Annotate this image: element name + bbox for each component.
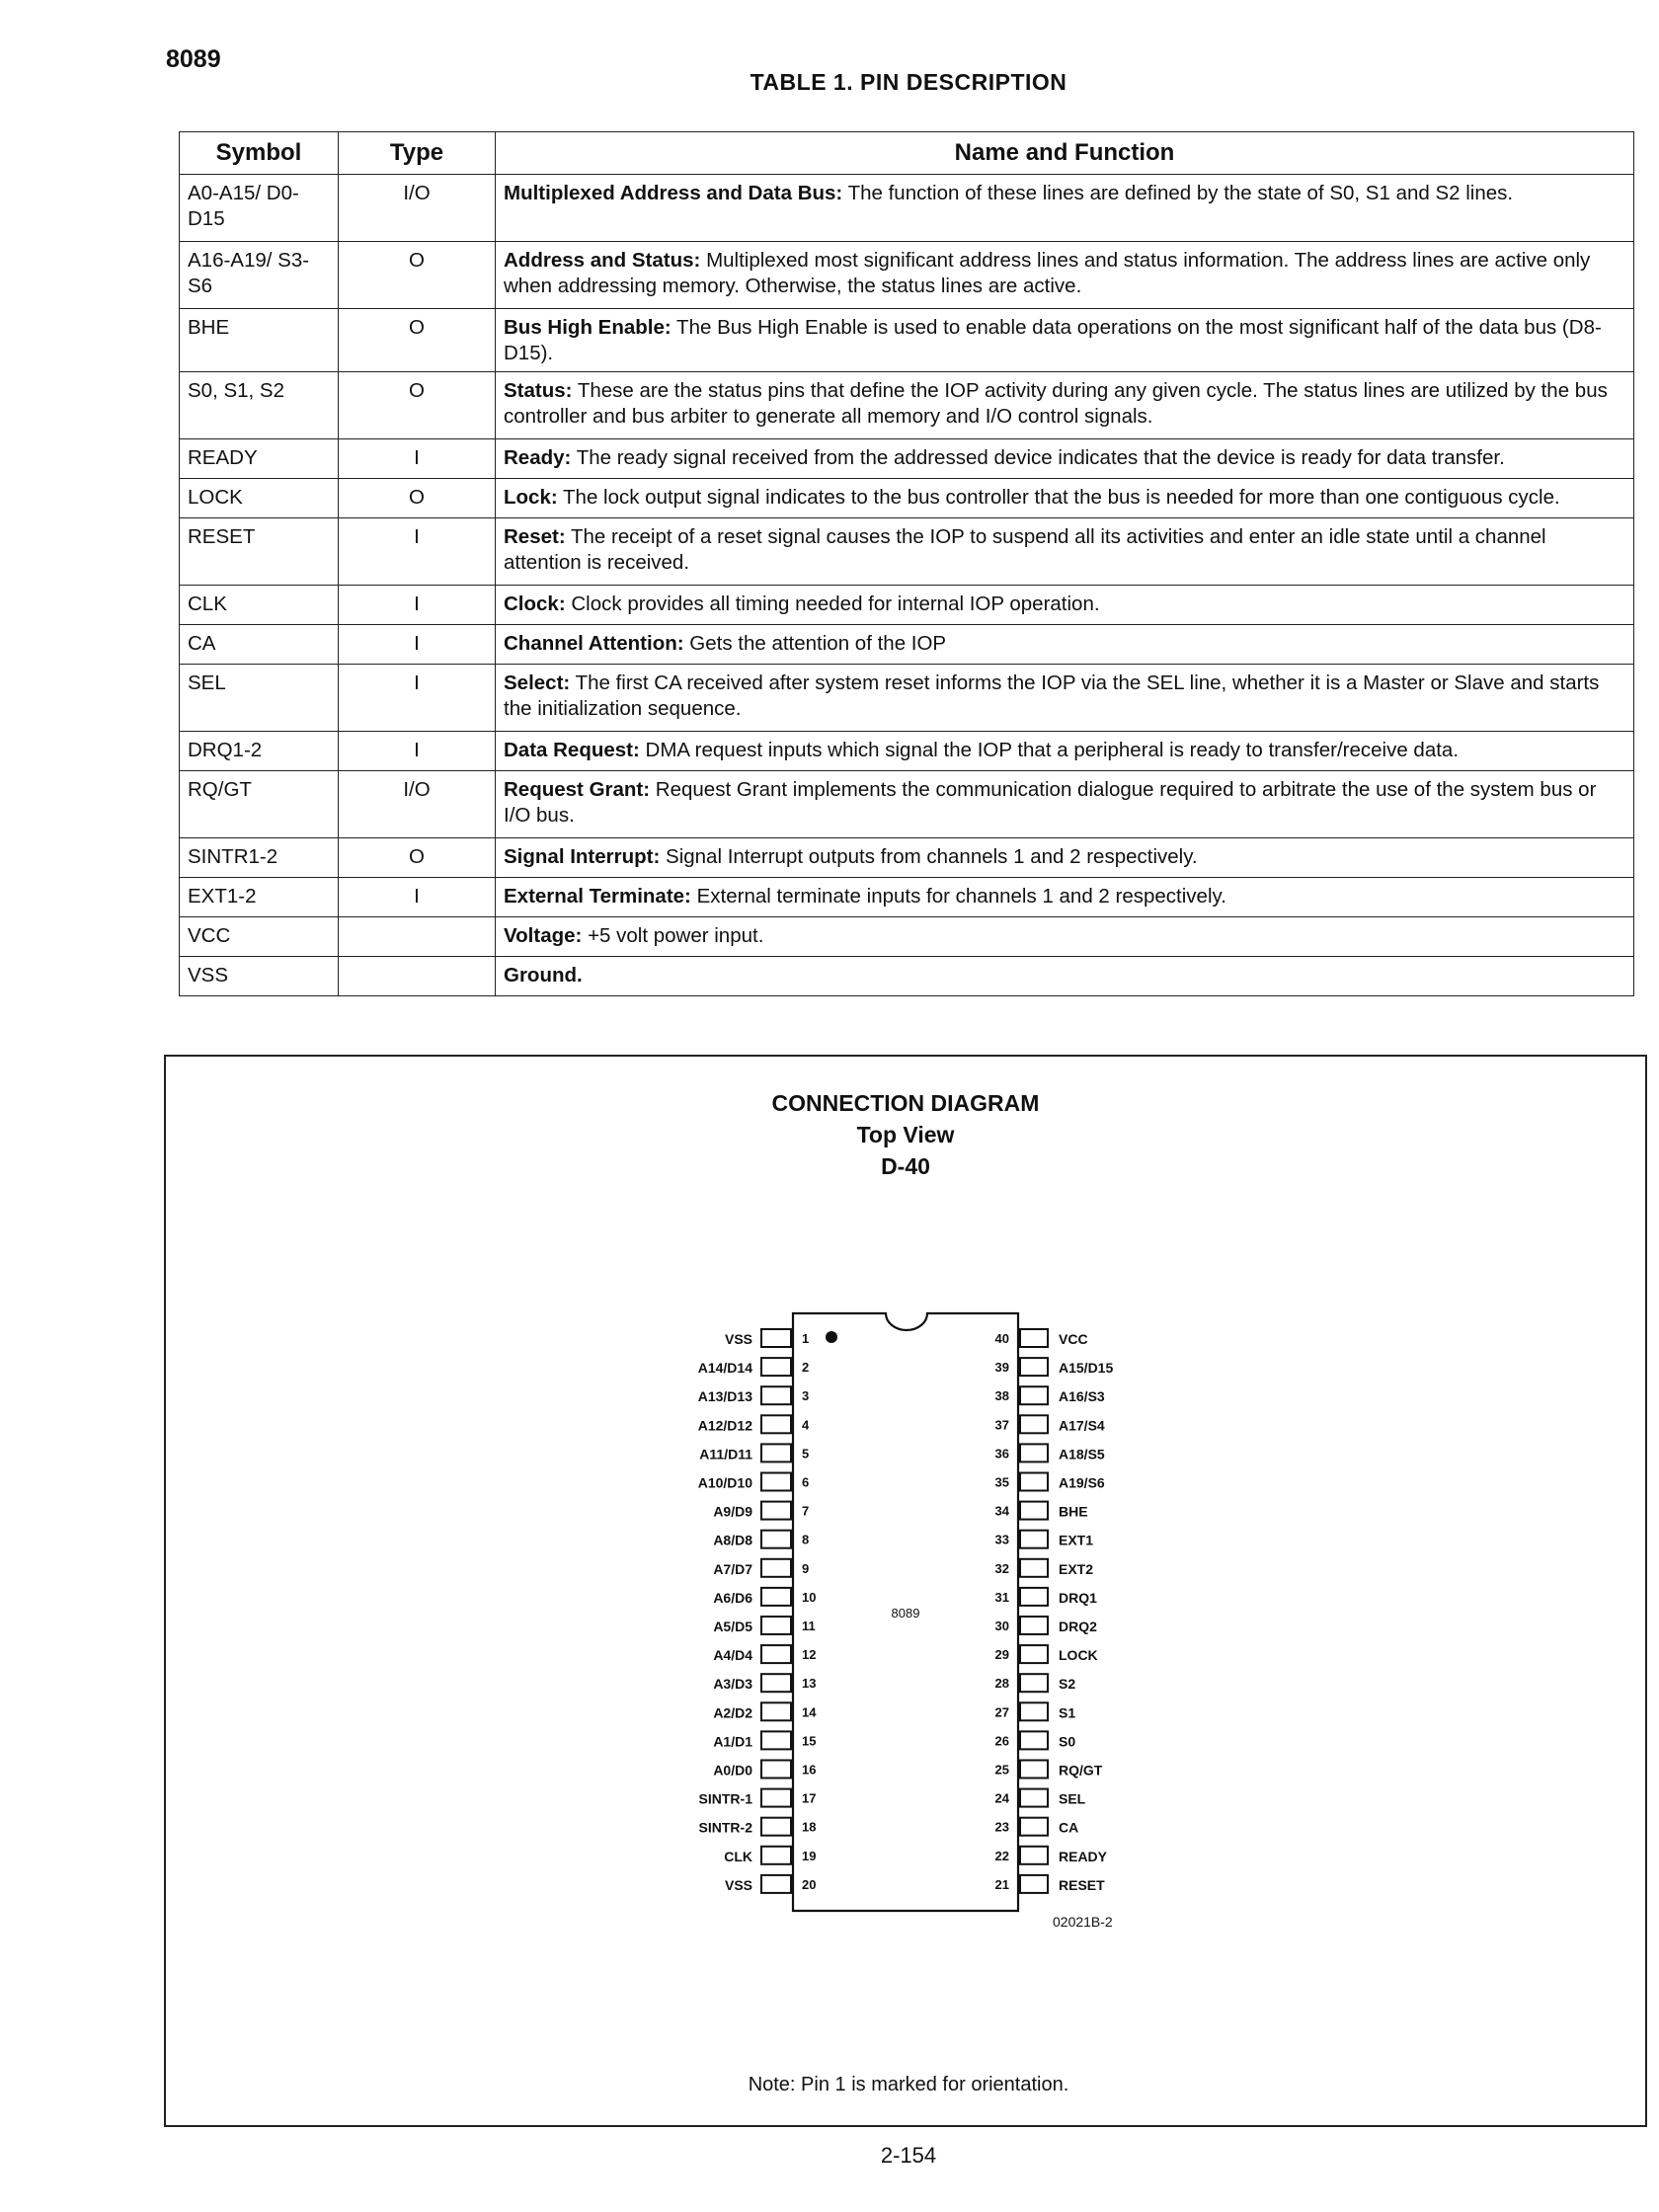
pin-function-name: Ready:	[504, 446, 572, 469]
pin-number-right: 39	[994, 1360, 1009, 1376]
pin-function-name: Channel Attention:	[504, 632, 684, 655]
pin-number-left: 20	[802, 1876, 817, 1892]
pin-number-left: 10	[802, 1589, 817, 1605]
pin-function-description: The ready signal received from the addressed device indicates that the device is ready for data transfer.	[576, 446, 1505, 469]
pin-number-right: 37	[994, 1417, 1009, 1433]
pin-function-name: Request Grant:	[504, 778, 651, 801]
pin-function-name: Ground.	[504, 964, 583, 987]
pin-label-right: S1	[1059, 1704, 1076, 1721]
pin-number-right: 36	[994, 1446, 1009, 1462]
pin-type: O	[339, 479, 496, 518]
pin-label-left: VSS	[724, 1876, 752, 1893]
pin-type: I/O	[339, 175, 496, 242]
pin-symbol: VCC	[180, 917, 339, 957]
diagram-package: D-40	[881, 1153, 930, 1179]
diagram-note: Note: Pin 1 is marked for orientation.	[748, 2074, 1069, 2095]
pin-function	[496, 242, 1634, 309]
pin-function	[496, 917, 1634, 957]
pin-symbol: RESET	[180, 518, 339, 586]
pin-function	[496, 518, 1634, 586]
pin-label-left: VSS	[724, 1331, 752, 1347]
pin-type: I	[339, 439, 496, 479]
pin-function-name: Address and Status:	[504, 249, 701, 272]
pin-number-right: 26	[994, 1733, 1009, 1749]
pin-function	[496, 439, 1634, 479]
pin-number-right: 22	[994, 1848, 1009, 1863]
pin-function-description: The receipt of a reset signal causes the IOP to suspend all its activities and enter an idle state until a channel attention is received.	[504, 525, 1546, 574]
pin-number-left: 2	[802, 1360, 810, 1376]
table-row	[180, 518, 1634, 586]
pin-label-right: A17/S4	[1059, 1417, 1105, 1434]
pin-number-left: 14	[802, 1704, 817, 1720]
table-row	[180, 732, 1634, 771]
pin-label-right: BHE	[1059, 1503, 1088, 1520]
diagram-title: CONNECTION DIAGRAM	[771, 1090, 1040, 1116]
pin-function-name: Signal Interrupt:	[504, 845, 661, 868]
pin-function	[496, 665, 1634, 732]
pin-label-left: SINTR-2	[698, 1819, 752, 1836]
pin-function-description: The first CA received after system reset informs the IOP via the SEL line, whether it is a Master or Slave and starts the initialization sequence.	[504, 672, 1600, 720]
pin-function-name: Bus High Enable:	[504, 316, 672, 339]
pin-function-description: External terminate inputs for channels 1 and 2 respectively.	[696, 885, 1226, 908]
pin-symbol: A0-A15/ D0-D15	[180, 175, 339, 242]
pin-function-description: Gets the attention of the IOP	[689, 632, 947, 655]
pin-label-left: A7/D7	[713, 1560, 752, 1577]
pin-label-right: READY	[1059, 1848, 1108, 1864]
pin-function	[496, 309, 1634, 372]
pin-symbol: SINTR1-2	[180, 838, 339, 878]
pin-type: I	[339, 665, 496, 732]
pin-label-left: A11/D11	[699, 1446, 752, 1462]
pin-number-left: 11	[802, 1619, 816, 1633]
pin-function	[496, 479, 1634, 518]
connection-diagram-panel	[164, 1055, 1647, 2127]
pin-symbol: A16-A19/ S3-S6	[180, 242, 339, 309]
pin-function-name: Select:	[504, 672, 571, 694]
pin-type: I	[339, 625, 496, 665]
pin-label-right: RQ/GT	[1059, 1762, 1103, 1778]
pin-label-left: A4/D4	[713, 1647, 752, 1664]
pin-number-left: 17	[802, 1790, 817, 1806]
table-title: TABLE 1. PIN DESCRIPTION	[750, 69, 1067, 95]
pin-type: O	[339, 372, 496, 439]
pin-symbol: RQ/GT	[180, 771, 339, 838]
pin-number-right: 35	[994, 1474, 1009, 1490]
pin-label-right: S2	[1059, 1676, 1076, 1693]
pin-type: O	[339, 242, 496, 309]
pin-number-right: 21	[994, 1876, 1009, 1892]
pin-label-right: DRQ2	[1059, 1619, 1097, 1634]
pin-number-right: 27	[994, 1704, 1009, 1720]
pin-function	[496, 771, 1634, 838]
pin-label-right: EXT1	[1059, 1532, 1094, 1548]
table-row	[180, 771, 1634, 838]
pin-number-right: 40	[994, 1331, 1009, 1346]
pin-label-left: A13/D13	[697, 1388, 752, 1405]
pin-type: I	[339, 878, 496, 917]
pin-number-left: 5	[802, 1446, 810, 1462]
pin-symbol: DRQ1-2	[180, 732, 339, 771]
pin-number-right: 29	[994, 1647, 1009, 1663]
pin-symbol: EXT1-2	[180, 878, 339, 917]
pin-number-left: 7	[802, 1503, 810, 1519]
pin-function	[496, 838, 1634, 878]
pin-function-name: Reset:	[504, 525, 566, 548]
pin-symbol: LOCK	[180, 479, 339, 518]
pin-type	[339, 917, 496, 957]
pin-number-left: 12	[802, 1647, 817, 1663]
pin-label-right: VCC	[1059, 1331, 1088, 1347]
pin-function-description: Clock provides all timing needed for internal IOP operation.	[571, 592, 1100, 615]
table-row	[180, 878, 1634, 917]
pin-function	[496, 372, 1634, 439]
figure-reference-code: 02021B-2	[1053, 1914, 1113, 1930]
pin-function-description: Signal Interrupt outputs from channels 1 and 2 respectively.	[666, 845, 1198, 868]
table-header-row	[180, 132, 1634, 175]
pin-number-right: 25	[994, 1762, 1009, 1778]
pin-number-left: 18	[802, 1819, 817, 1835]
table-row	[180, 242, 1634, 309]
pin-number-right: 34	[994, 1503, 1009, 1519]
pin-function-description: The lock output signal indicates to the bus controller that the bus is needed for more than one contiguous cycle.	[563, 486, 1560, 509]
pin-number-left: 15	[802, 1733, 817, 1749]
pin-number-left: 1	[802, 1331, 810, 1346]
pin-function	[496, 957, 1634, 996]
pin-function-name: Clock:	[504, 592, 566, 615]
pin-label-left: SINTR-1	[698, 1790, 752, 1807]
pin-number-right: 23	[994, 1819, 1009, 1835]
column-header-type: Type	[339, 132, 496, 175]
pin-function	[496, 732, 1634, 771]
pin-type: I/O	[339, 771, 496, 838]
page-number: 2-154	[880, 2143, 937, 2168]
pin-number-right: 24	[994, 1790, 1009, 1806]
pin-function-name: External Terminate:	[504, 885, 691, 908]
diagram-subtitle: Top View	[856, 1122, 955, 1147]
pin-label-left: A14/D14	[697, 1360, 752, 1377]
pin-label-left: A1/D1	[713, 1733, 752, 1750]
pin-number-right: 28	[994, 1676, 1009, 1692]
pin-symbol: READY	[180, 439, 339, 479]
pin-label-right: LOCK	[1059, 1647, 1098, 1664]
pin-label-right: EXT2	[1059, 1560, 1094, 1577]
pin-function-name: Voltage:	[504, 924, 583, 947]
pin-label-left: A2/D2	[713, 1704, 752, 1721]
pin-label-left: A9/D9	[713, 1503, 752, 1520]
table-row	[180, 917, 1634, 957]
pin-number-left: 9	[802, 1560, 810, 1576]
table-row	[180, 372, 1634, 439]
pin-number-right: 31	[994, 1589, 1009, 1605]
pin-number-right: 38	[994, 1388, 1009, 1404]
pin-function-description: Multiplexed most significant address lines and status information. The address lines are active only when addressing memory. Otherwise, the status lines are active.	[504, 249, 1591, 297]
pin-label-right: RESET	[1059, 1876, 1105, 1893]
pin-type: O	[339, 309, 496, 372]
pin-label-right: A19/S6	[1059, 1474, 1105, 1491]
table-row	[180, 439, 1634, 479]
column-header-name-function: Name and Function	[496, 132, 1634, 175]
column-header-symbol: Symbol	[180, 132, 339, 175]
pin-function-name: Data Request:	[504, 739, 640, 761]
pin-number-right: 32	[994, 1560, 1009, 1576]
pin-label-left: A6/D6	[713, 1589, 752, 1606]
pin-number-left: 8	[802, 1532, 810, 1547]
pin-type: I	[339, 586, 496, 625]
pin-function-description: +5 volt power input.	[588, 924, 764, 947]
pin-type	[339, 957, 496, 996]
pin-number-left: 4	[802, 1417, 810, 1433]
pin-number-right: 33	[994, 1532, 1009, 1547]
pin-symbol: CA	[180, 625, 339, 665]
pin-label-right: A16/S3	[1059, 1388, 1105, 1405]
pin-number-left: 3	[802, 1388, 810, 1404]
pin-label-right: CA	[1059, 1819, 1079, 1836]
pin-number-right: 30	[994, 1619, 1009, 1633]
pin-number-left: 13	[802, 1676, 817, 1692]
pin-function-name: Multiplexed Address and Data Bus:	[504, 182, 843, 204]
pin-type: I	[339, 732, 496, 771]
pin-function-description: These are the status pins that define the IOP activity during any given cycle. The status lines are utilized by the bus controller and bus arbiter to generate all memory and I/O control signals.	[504, 379, 1608, 428]
pin-label-left: A8/D8	[713, 1532, 752, 1548]
pin-number-left: 16	[802, 1762, 817, 1778]
pin-label-left: A10/D10	[697, 1474, 752, 1491]
pin-label-right: S0	[1059, 1733, 1076, 1750]
part-number: 8089	[166, 45, 221, 73]
pin-label-right: A18/S5	[1059, 1446, 1105, 1462]
table-row	[180, 175, 1634, 242]
pin-symbol: BHE	[180, 309, 339, 372]
table-row	[180, 665, 1634, 732]
pin-description-table	[179, 131, 1634, 996]
pin-function-description: Request Grant implements the communication dialogue required to arbitrate the use of the system bus or I/O bus.	[504, 778, 1597, 827]
pin-type: I	[339, 518, 496, 586]
pin-function-name: Status:	[504, 379, 573, 402]
pin-function-description: The Bus High Enable is used to enable data operations on the most significant half of the data bus (D8-D15).	[504, 316, 1602, 364]
chip-label: 8089	[891, 1606, 920, 1620]
pin-function-name: Lock:	[504, 486, 558, 509]
pin-symbol: SEL	[180, 665, 339, 732]
pin-label-left: CLK	[724, 1848, 752, 1864]
pin-function	[496, 175, 1634, 242]
pin-label-left: A3/D3	[713, 1676, 752, 1693]
pin-function	[496, 586, 1634, 625]
pin-symbol: VSS	[180, 957, 339, 996]
pin-label-left: A12/D12	[697, 1417, 752, 1434]
pin-label-left: A5/D5	[713, 1619, 752, 1634]
table-row	[180, 309, 1634, 372]
table-row	[180, 957, 1634, 996]
table-row	[180, 586, 1634, 625]
pin-number-left: 19	[802, 1848, 817, 1863]
pin-label-right: DRQ1	[1059, 1589, 1097, 1606]
pin-label-left: A0/D0	[713, 1762, 752, 1778]
pin-function	[496, 878, 1634, 917]
pin-type: O	[339, 838, 496, 878]
pin-symbol: S0, S1, S2	[180, 372, 339, 439]
table-row	[180, 479, 1634, 518]
table-row	[180, 838, 1634, 878]
table-row	[180, 625, 1634, 665]
pin-label-right: SEL	[1059, 1790, 1086, 1807]
pin-label-right: A15/D15	[1059, 1360, 1114, 1377]
pin-function-description: The function of these lines are defined by the state of S0, S1 and S2 lines.	[847, 182, 1514, 204]
pin-function	[496, 625, 1634, 665]
pin-symbol: CLK	[180, 586, 339, 625]
pin-number-left: 6	[802, 1474, 810, 1490]
pin-function-description: DMA request inputs which signal the IOP that a peripheral is ready to transfer/receive data.	[645, 739, 1460, 761]
